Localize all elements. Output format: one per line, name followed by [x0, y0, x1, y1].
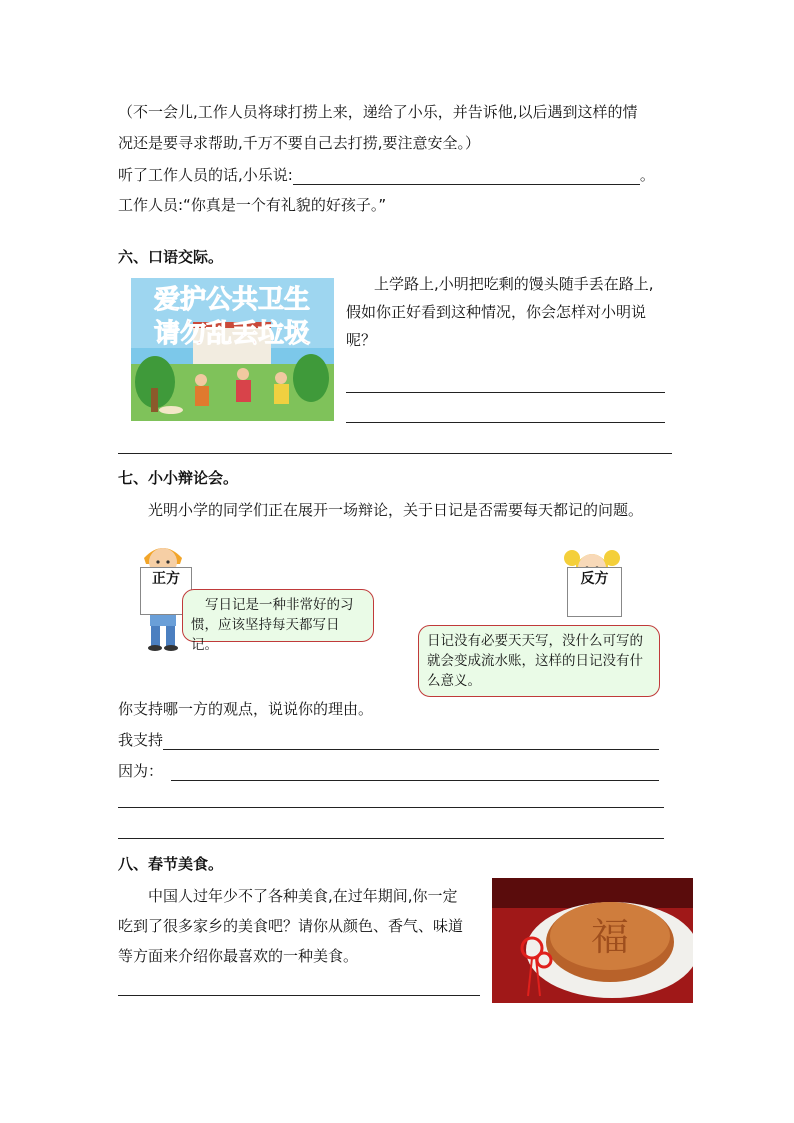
reason-row — [118, 760, 659, 781]
con-sign — [567, 567, 622, 617]
con-bubble-text: 日记没有必要天天写，没什么可写的就会变成流水账，这样的日记没有什么意义。 — [427, 633, 643, 689]
section-8-text-2: 吃到了很多家乡的美食吧？请你从颜色、香气、味道 — [118, 917, 464, 935]
story-line-2: 况还是要寻求帮助,千万不要自己去打捞,要注意安全。） — [118, 134, 481, 152]
section-7-intro: 光明小学的同学们正在展开一场辩论，关于日记是否需要每天都记的问题。 — [148, 501, 644, 519]
pro-sign-label: 正方 — [152, 571, 180, 587]
story-line-4: 工作人员:“你真是一个有礼貌的好孩子。” — [118, 196, 387, 214]
answer-blank-xiaole[interactable] — [293, 167, 640, 185]
support-label: 我支持 — [118, 731, 164, 749]
support-row — [118, 729, 659, 750]
reason-label: 因为： — [118, 762, 164, 780]
spring-festival-cake-image — [492, 878, 693, 1003]
pro-speech-bubble — [182, 589, 374, 653]
section-6-text-3: 呢？ — [346, 331, 377, 349]
answer-line-6a[interactable] — [346, 392, 665, 393]
hygiene-poster-image — [131, 278, 334, 421]
poster-text-1: 爱护公共卫生 — [153, 285, 311, 315]
answer-line-6b[interactable] — [346, 422, 665, 423]
section-7-question: 你支持哪一方的观点，说说你的理由。 — [118, 700, 374, 718]
section-8-title: 八、春节美食。 — [118, 855, 224, 873]
section-8-text-1: 中国人过年少不了各种美食,在过年期间,你一定 — [148, 887, 458, 905]
reason-blank[interactable] — [171, 763, 659, 781]
story-line-3 — [118, 164, 655, 185]
con-sign-label: 反方 — [580, 571, 609, 587]
section-8-text-3: 等方面来介绍你最喜欢的一种美食。 — [118, 947, 359, 965]
section-7-title: 七、小小辩论会。 — [118, 469, 239, 487]
answer-line-6c[interactable] — [118, 453, 672, 454]
section-6-title: 六、口语交际。 — [118, 248, 224, 266]
con-speech-bubble — [418, 625, 660, 697]
answer-line-8[interactable] — [118, 995, 480, 996]
period: 。 — [639, 166, 655, 184]
answer-line-7a[interactable] — [118, 807, 664, 808]
pro-bubble-text: 写日记是一种非常好的习惯，应该坚持每天都写日记。 — [191, 597, 354, 653]
answer-line-7b[interactable] — [118, 838, 664, 839]
xiaole-says-label: 听了工作人员的话,小乐说: — [118, 166, 293, 184]
support-blank[interactable] — [163, 732, 659, 750]
section-6-text-2: 假如你正好看到这种情况，你会怎样对小明说 — [346, 303, 647, 321]
section-6-text-1: 上学路上,小明把吃剩的馒头随手丢在路上, — [374, 275, 654, 293]
cake-fu-character: 福 — [590, 915, 630, 959]
poster-text-2: 请勿乱丢垃圾 — [153, 319, 311, 349]
story-line-1: （不一会儿,工作人员将球打捞上来，递给了小乐，并告诉他,以后遇到这样的情 — [118, 103, 638, 121]
